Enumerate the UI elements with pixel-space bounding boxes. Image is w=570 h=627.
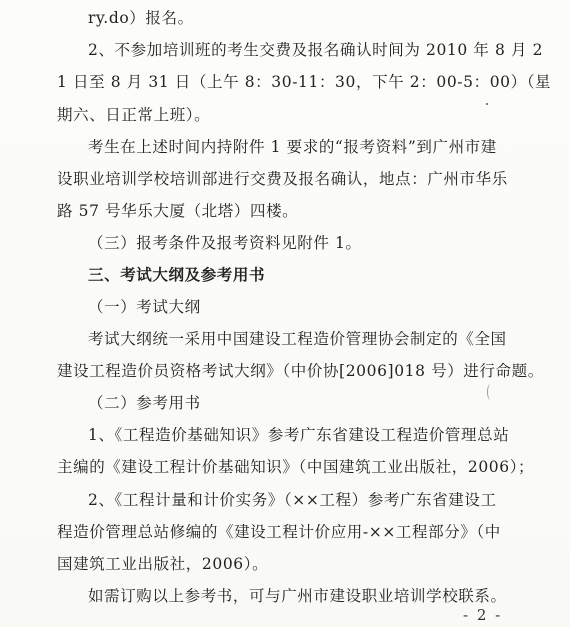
scan-speck xyxy=(486,103,488,105)
text-line-4: 期六、日正常上班）。 xyxy=(57,106,211,124)
text-line-17: 程造价管理总站修编的《建设工程计价应用-××工程部分》（中 xyxy=(57,523,501,541)
scan-mark xyxy=(487,384,494,400)
text-line-16: 2、《工程计量和计价实务》（××工程）参考广东省建设工 xyxy=(88,491,497,509)
text-line-8: （三）报考条件及报考资料见附件 1。 xyxy=(88,234,362,252)
text-line-12: 建设工程造价员资格考试大纲》（中价协[2006]018 号）进行命题。 xyxy=(57,362,544,380)
text-line-15: 主编的《建设工程计价基础知识》（中国建筑工业出版社，2006）； xyxy=(57,458,535,476)
text-line-5: 考生在上述时间内持附件 1 要求的“报考资料”到广州市建 xyxy=(88,138,497,156)
text-line-6: 设职业培训学校培训部进行交费及报名确认，地点：广州市华乐 xyxy=(57,170,508,188)
text-line-1: ry.do）报名。 xyxy=(88,9,194,27)
text-line-11: 考试大纲统一采用中国建设工程造价管理协会制定的《全国 xyxy=(88,330,507,348)
text-line-14: 1、《工程造价基础知识》参考广东省建设工程造价管理总站 xyxy=(88,426,510,444)
text-line-2: 2、不参加培训班的考生交费及报名确认时间为 2010 年 8 月 2 xyxy=(88,41,544,59)
text-line-18: 国建筑工业出版社，2006）。 xyxy=(57,555,269,573)
text-line-7: 路 57 号华乐大厦（北塔）四楼。 xyxy=(57,202,299,220)
page-number: - 2 - xyxy=(463,606,503,624)
subsection-heading-1: （一）考试大纲 xyxy=(88,298,201,316)
text-line-19: 如需订购以上参考书，可与广州市建设职业培训学校联系。 xyxy=(88,587,507,605)
subsection-heading-2: （二）参考用书 xyxy=(88,394,201,412)
section-heading: 三、考试大纲及参考用书 xyxy=(88,265,266,284)
text-line-3: 1 日至 8 月 31 日（上午 8：30-11：30，下午 2：00-5：00）（星 xyxy=(57,73,552,91)
